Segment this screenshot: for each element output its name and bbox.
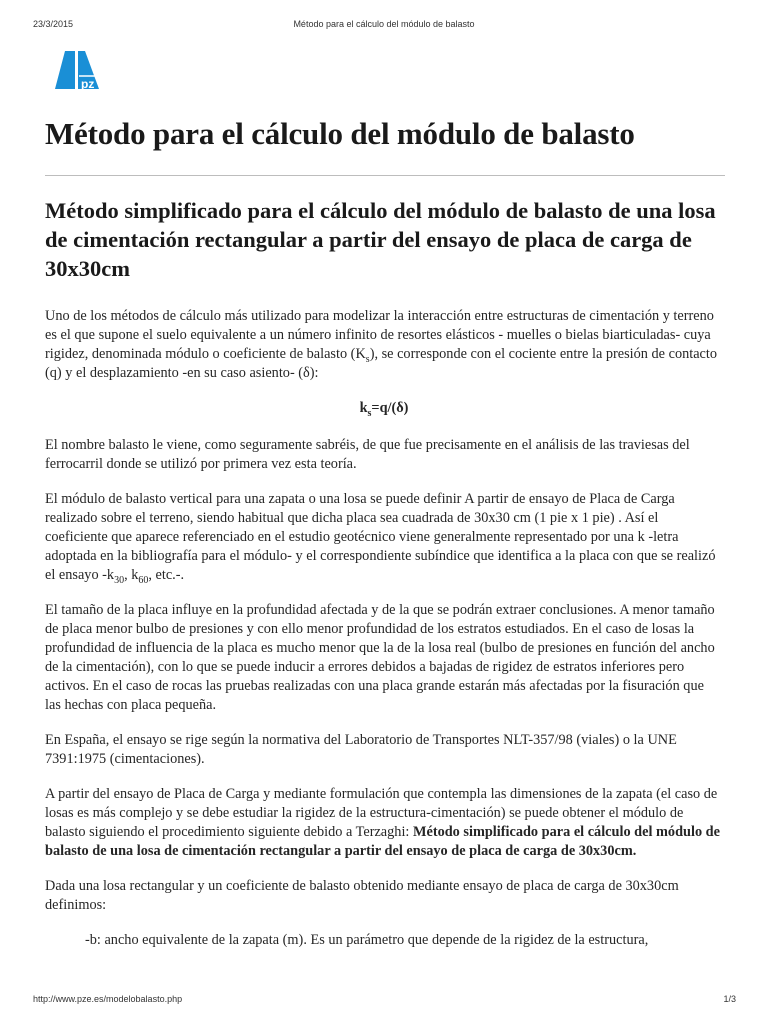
article [45, 112, 723, 966]
paragraph-intro: Uno de los métodos de cálculo más utilizado para modelizar la interacción entre estructuras de cimentación y terreno es el que supone el suelo equivalente a un número infinito de resortes elásticos - muelles o bielas biarticuladas- cuya rigidez, denominada módulo o coeficiente de balasto $(K_s)$, se corresponde con el cociente entre la presión de contacto (q) y el desplazamiento -en su caso asiento- (δ): [45, 308, 718, 381]
print-url[interactable]: http://www.pze.es/modelobalasto.php [33, 994, 183, 1004]
print-date: 23/3/2015 [33, 19, 74, 29]
title-divider [45, 175, 725, 176]
paragraph-norms: En España, el ensayo se rige según la normativa del Laboratorio de Transportes NLT-357/98 (viales) o la UNE 7391:1975 (cimentaciones). [45, 732, 677, 767]
article-subtitle: Método simplificado para el cálculo del módulo de balasto de una losa de cimentación rectangular a partir del ensayo de placa de carga de 30x30cm [45, 198, 716, 281]
paragraph-plate-size: El tamaño de la placa influye en la profundidad afectada y de la que se podrán extraer conclusiones. A menor tamaño de placa menor bulbo de presiones y con ello menor profundidad de los estratos estudiados. En el caso de losas la profundidad de influencia de la placa es mucho menor que la de la losa real (bulbo de presiones en función del ancho de la cimentación), con lo que se puede inducir a errores debidos a bajadas de rigidez de estratos inferiores pero activos. En el caso de rocas las pruebas realizadas con una placa grande estarán más afectadas por la fisuración que las hechas con placa pequeña. [45, 602, 715, 713]
pze-logo-icon[interactable] [53, 49, 103, 91]
print-page-title: Método para el cálculo del módulo de balasto [293, 19, 475, 29]
page-title: Método para el cálculo del módulo de balasto [45, 116, 635, 151]
paragraph-definitions: Dada una losa rectangular y un coeficiente de balasto obtenido mediante ensayo de placa de carga de 30x30cm definimos: [45, 878, 679, 913]
paragraph-origin: El nombre balasto le viene, como seguramente sabréis, de que fue precisamente en el análisis de las traviesas del ferrocarril donde se utilizó por primera vez esta teoría. [45, 437, 690, 472]
formula-ks: $k_s=q/(\delta)$ [359, 400, 409, 419]
paragraph-plate-test: El módulo de balasto vertical para una zapata o una losa se puede definir A partir de ensayo de Placa de Carga realizado sobre el terreno, siendo habitual que dicha placa sea cuadrada de 30x30 cm (1 pie x 1 pie) . Así el coeficiente que aparece referenciado en el estudio geotécnico viene generalmente representado por una k -letra adoptada en la bibliografía para el módulo- y el correspondiente subíndice que identifica a la placa con que se realizó el ensayo $-k_{30}$, $k_{60}$, etc.-. [45, 491, 716, 586]
page-number: 1/3 [723, 994, 736, 1004]
definition-b: -b: ancho equivalente de la zapata (m). Es un parámetro que depende de la rigidez de la estructura, [85, 932, 649, 948]
paragraph-terzaghi: A partir del ensayo de Placa de Carga y mediante formulación que contempla las dimensiones de la zapata (el caso de losas es más complejo y se debe estudiar la rigidez de la estructura-cimentación) se puede obtener el módulo de balasto siguiendo el procedimiento siguiente debido a Terzaghi: Método simplificado para el cálculo del módulo de balasto de una losa de cimentación rectangular a partir del ensayo de placa de carga de 30x30cm. [45, 786, 720, 859]
print-header [0, 19, 768, 33]
print-footer [0, 994, 768, 1008]
logo-text: pz [81, 77, 95, 91]
